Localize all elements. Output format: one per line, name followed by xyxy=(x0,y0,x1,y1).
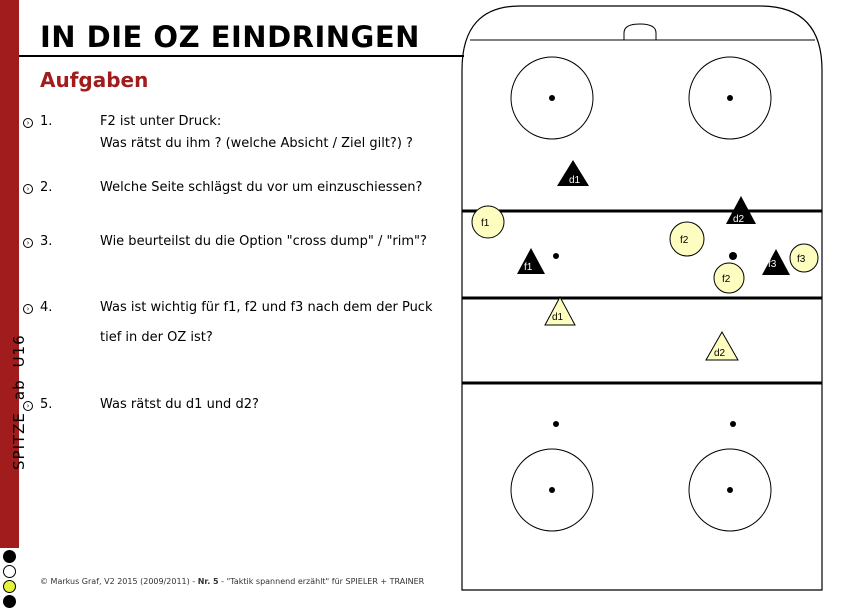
player-f2-marker xyxy=(670,222,704,256)
task-4-number: 4. xyxy=(40,300,53,315)
faceoff-dot xyxy=(553,421,559,427)
faceoff-dot xyxy=(553,253,559,259)
side-label-age: U16 xyxy=(10,334,28,368)
task-bullet-icon: › xyxy=(23,118,33,128)
task-1-line-2: Was rätst du ihm ? (welche Absicht / Ziel gilt?) ? xyxy=(100,136,413,151)
task-2-number: 2. xyxy=(40,180,53,195)
opponent-f1-marker xyxy=(517,248,545,274)
page-title: IN DIE OZ EINDRINGEN xyxy=(40,20,420,54)
section-subtitle: Aufgaben xyxy=(40,68,149,92)
task-bullet-icon: › xyxy=(23,184,33,194)
player-d2-label: d2 xyxy=(714,348,726,359)
task-1-line-1: F2 ist unter Druck: xyxy=(100,114,222,129)
player-d1-marker xyxy=(545,297,575,325)
faceoff-dot xyxy=(549,487,555,493)
player-f3-marker xyxy=(790,244,818,272)
task-1-number: 1. xyxy=(40,114,53,129)
opponent-f3-label: f3 xyxy=(768,259,777,270)
side-label-from: ab xyxy=(10,379,28,401)
faceoff-dot xyxy=(549,95,555,101)
opponent-d1-label: d1 xyxy=(569,175,581,186)
task-4-line-2: tief in der OZ ist? xyxy=(100,330,213,345)
player-f1-label: f1 xyxy=(481,218,490,229)
puck xyxy=(729,252,737,260)
task-bullet-icon: › xyxy=(23,401,33,411)
footer-number: Nr. 5 xyxy=(197,577,219,586)
player-d1-label: d1 xyxy=(552,312,564,323)
footer-credit-text: © Markus Graf, V2 2015 (2009/2011) - xyxy=(40,577,198,586)
opponent-d1-marker xyxy=(557,160,589,186)
opponent-f1-label: f1 xyxy=(524,262,533,273)
faceoff-dot xyxy=(727,487,733,493)
player-f2-low-marker xyxy=(714,263,744,293)
task-5-line-1: Was rätst du d1 und d2? xyxy=(100,397,259,412)
level-dot xyxy=(3,595,16,608)
goal-crease xyxy=(624,24,656,40)
task-5-number: 5. xyxy=(40,397,53,412)
task-2-line-1: Welche Seite schlägst du vor um einzuschiessen? xyxy=(100,180,423,195)
footer-credit-suffix: - "Taktik spannend erzählt" für SPIELER + TRAINER xyxy=(218,577,425,586)
task-3-line-1: Wie beurteilst du die Option "cross dump" / "rim"? xyxy=(100,234,427,249)
task-bullet-icon: › xyxy=(23,304,33,314)
side-label-level: SPITZE xyxy=(10,412,28,470)
player-f2-label: f2 xyxy=(680,235,689,246)
player-f2-low-label: f2 xyxy=(722,274,731,285)
player-d2-marker xyxy=(706,332,738,360)
faceoff-dot xyxy=(727,95,733,101)
task-4-line-1: Was ist wichtig für f1, f2 und f3 nach dem der Puck xyxy=(100,300,433,315)
player-f1-marker xyxy=(472,206,504,238)
task-bullet-icon: › xyxy=(23,238,33,248)
faceoff-dot xyxy=(730,421,736,427)
opponent-f3-marker xyxy=(762,249,790,275)
task-3-number: 3. xyxy=(40,234,53,249)
player-f3-label: f3 xyxy=(797,254,806,265)
opponent-d2-label: d2 xyxy=(733,214,745,225)
